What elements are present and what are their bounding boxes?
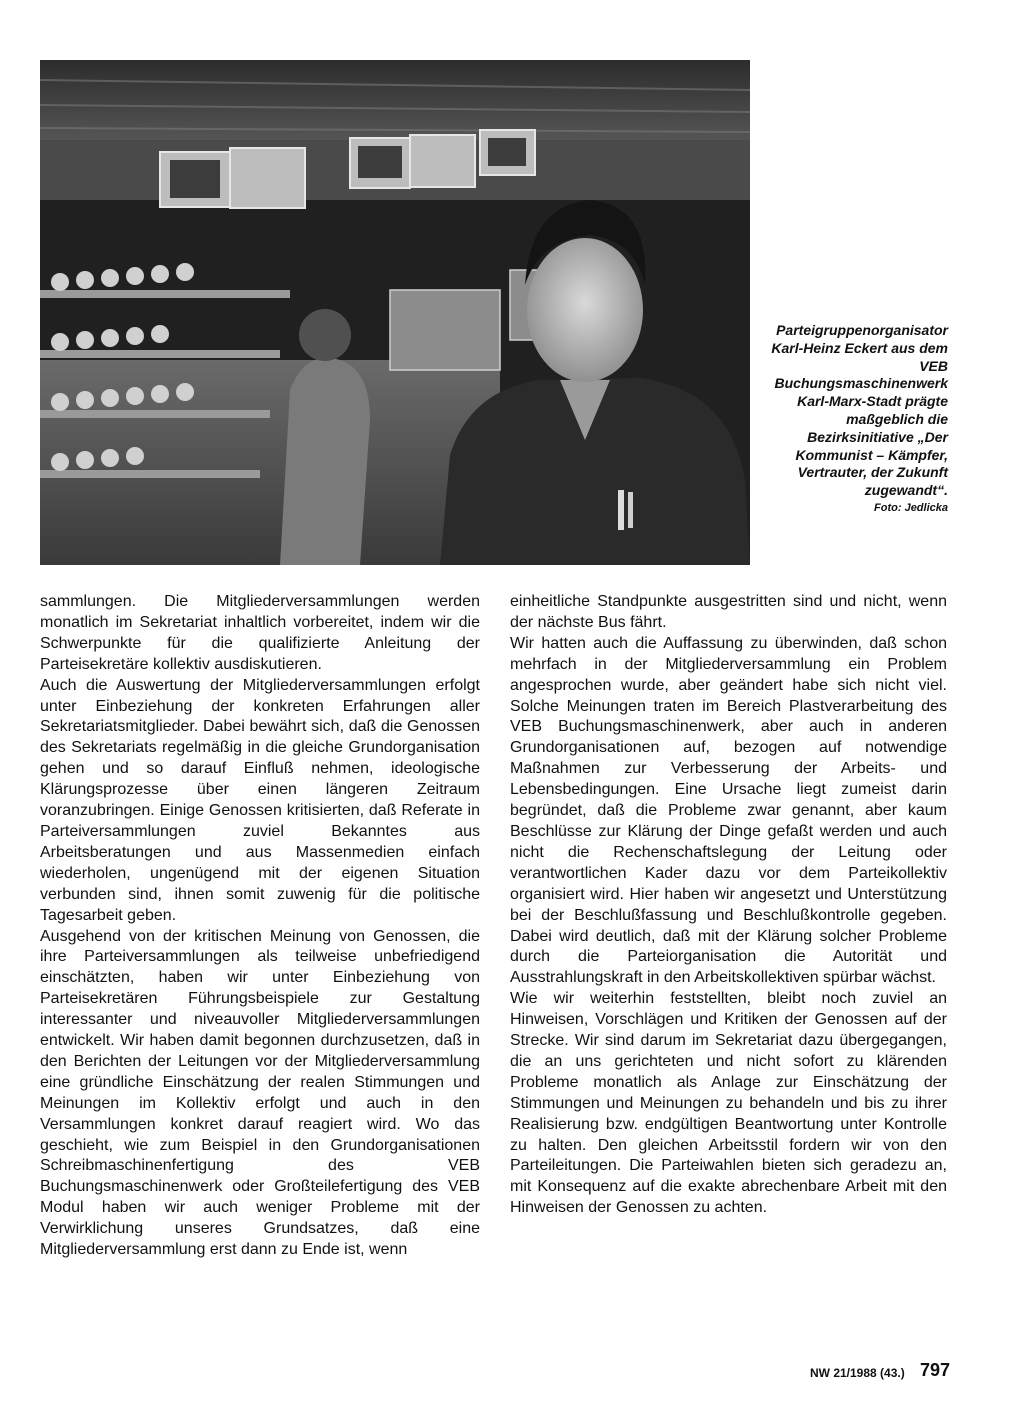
photo-caption [760,322,948,516]
article-column-right [510,592,947,1219]
article-column-left [40,592,480,1261]
caption-text: Parteigruppenorganisator Karl-Heinz Eckert aus dem VEB Buchungsmaschinenwerk Karl-Marx-Stadt prägte maßgeblich die Bezirksinitiative „Der Kommunist – Kämpfer, Vertrauter, der Zukunft zugewandt“. [771,322,948,499]
factory-photo-illustration [40,60,750,565]
left-paragraph-2: Auch die Auswertung der Mitgliederversammlungen erfolgt unter Einbeziehung der konkreten Erfahrungen aller Sekretariatsmitglieder. Dabei bewährt sich, daß die Genossen des Sekretariats regelmäßig in die gleiche Grundorganisation gehen und so darauf Einfluß nehmen, ideologische Klärungsprozesse über einen längeren Zeitraum voranzubringen. Einige Genossen kritisierten, daß Referate in Parteiversammlungen zuviel Bekanntes aus Arbeitsberatungen und aus Massenmedien einfach wiederholen, ungenügend mit der eigenen Situation verbunden sind, ihnen somit zuwenig für die politische Tagesarbeit geben. [40,676,480,924]
right-paragraph-2: Wir hatten auch die Auffassung zu überwinden, daß schon mehrfach in der Mitgliederversammlung ein Problem angesprochen wurde, aber geändert habe sich nicht viel. Solche Meinungen traten im Bereich Plastverarbeitung des VEB Buchungsmaschinenwerk, aber auch in anderen Grundorganisationen auf, bezogen auf notwendige Maßnahmen zur Verbesserung der Arbeits- und Lebensbedingungen. Eine Ursache liegt zumeist darin begründet, daß die Probleme zwar genannt, aber kaum Beschlüsse zur Klärung der Dinge gefaßt werden und auch nicht die Rechenschaftslegung der Leitung oder verantwortlichen Kader dazu vor dem Parteikollektiv organisiert wird. Hier haben wir angesetzt und Unterstützung bei der Beschlußfassung und Beschlußkontrolle gegeben. Dabei wird deutlich, daß mit der Klärung solcher Probleme durch die Parteiorganisation die Autorität und Ausstrahlungskraft in den Arbeitskollektiven spürbar wächst. [510,634,947,987]
left-paragraph-3: Ausgehend von der kritischen Meinung von Genossen, die ihre Parteiversammlungen als teilweise unbefriedigend einschätzten, haben wir unter Einbeziehung von Parteisekretären Führungsbeispiele zur Gestaltung interessanter und niveauvoller Mitgliederversammlungen entwickelt. Wir haben damit begonnen durchzusetzen, daß in den Berichten der Leitungen vor der Mitgliederversammlung eine gründliche Einschätzung der realen Stimmungen und Meinungen im Kollektiv erfolgt und auch in den Versammlungen konkret darauf reagiert wird. Wo das geschieht, wie zum Beispiel in den Grundorganisationen Schreibmaschinenfertigung des VEB Buchungsmaschinenwerk oder Großteilefertigung des VEB Modul haben wir auch weniger Probleme mit der Verwirklichung unseres Grundsatzes, daß eine Mitgliederversammlung erst dann zu Ende ist, wenn [40,927,480,1259]
right-paragraph-3: Wie wir weiterhin feststellten, bleibt noch zuviel an Hinweisen, Vorschlägen und Kritiken der Genossen auf der Strecke. Wir sind darum im Sekretariat dazu übergegangen, die an uns gerichteten und nicht sofort zu klärenden Probleme monatlich als Anlage zur Einschätzung der Stimmungen und Meinungen zu behandeln und bis zu ihrer Realisierung bzw. endgültigen Beantwortung unter Kontrolle zu halten. Den gleichen Arbeitsstil fordern wir von den Parteileitungen. Die Parteiwahlen bieten sich geradezu an, mit Konsequenz auf die exakte abrechenbare Arbeit mit den Hinweisen der Genossen zu achten. [510,990,947,1217]
issue-reference: NW 21/1988 (43.) [810,1366,905,1380]
photo-credit: Foto: Jedlicka [874,501,948,514]
article-photo [40,60,750,565]
page-number: 797 [920,1360,951,1380]
left-paragraph-1: sammlungen. Die Mitgliederversammlungen werden monatlich im Sekretariat inhaltlich vorbereitet, indem wir die Schwerpunkte für die qualifizierte Anleitung der Parteisekretäre kollektiv ausdiskutieren. [40,593,480,673]
right-paragraph-1: einheitliche Standpunkte ausgestritten sind und nicht, wenn der nächste Bus fährt. [510,593,947,631]
